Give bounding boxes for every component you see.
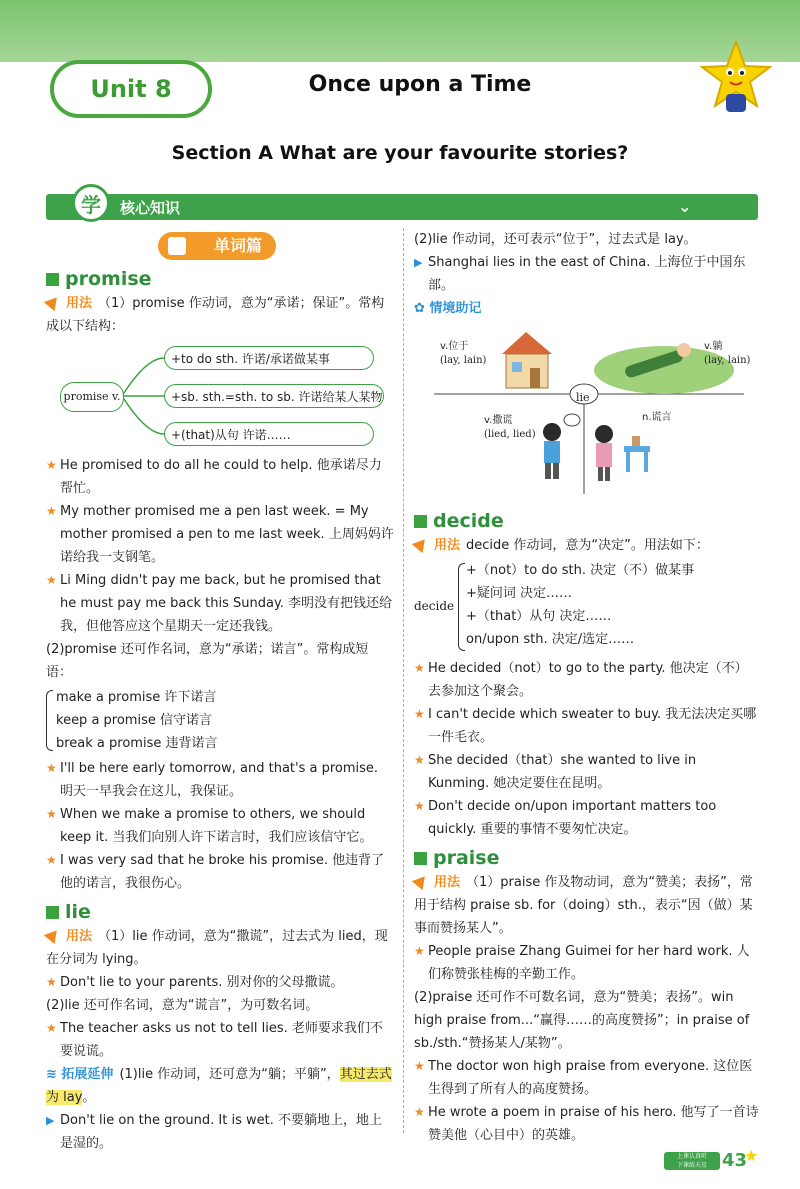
word-label: decide — [433, 510, 504, 532]
chevron-down-icon[interactable]: ⌄ — [678, 197, 692, 216]
example-sentence: ★ People praise Zhang Guimei for her hard work. 人们称赞张桂梅的辛勤工作。 — [414, 940, 760, 986]
scene-label-lay: v.位于 (lay, lain) — [440, 341, 487, 366]
pencil-icon — [44, 926, 62, 944]
example-sentence: ★ The doctor won high praise from everyone. 这位医生得到了所有人的高度赞扬。 — [414, 1055, 760, 1101]
extension-tag: ≋ 拓展延伸 — [46, 1067, 114, 1082]
star-bullet-icon: ★ — [414, 1059, 425, 1073]
example-sentence: ★ Li Ming didn't pay me back, but he promised that he must pay me back this Sunday. 李明没有把钱还给我，但他答应这个星期天一定还我钱。 — [46, 569, 394, 638]
star-bullet-icon: ★ — [46, 853, 57, 867]
decide-label: decide — [414, 599, 455, 613]
star-bullet-icon: ★ — [414, 753, 425, 767]
memory-heading — [414, 297, 760, 320]
square-bullet-icon — [46, 906, 59, 919]
word-heading-praise — [414, 845, 760, 871]
diagram-item: +to do sth. 许诺/承诺做某事 — [164, 346, 374, 370]
pencil-icon — [412, 872, 430, 890]
phrase-item: make a promise 许下诺言 — [56, 690, 217, 705]
phrase-list — [46, 686, 394, 755]
unit-badge: Unit 8 — [50, 60, 212, 118]
usage-paragraph: 用法 decide 作动词，意为“决定”。用法如下： — [414, 534, 760, 557]
diagram-item: +sb. sth.=sth. to sb. 许诺给某人某物 — [164, 384, 384, 408]
diagram-item: +(that)从句 许诺…… — [164, 422, 374, 446]
word-label: lie — [65, 901, 91, 923]
star-bullet-icon: ★ — [46, 975, 57, 989]
example-sentence: ★ He wrote a poem in praise of his hero. 他写了一首诗赞美他（心目中）的英雄。 — [414, 1101, 760, 1147]
scene-label-lied: v.撒谎 (lied, lied) — [484, 415, 536, 440]
vocab-section-label: 单词篇 — [213, 236, 262, 255]
usage-tag: 用法 — [414, 538, 460, 553]
star-bullet-icon: ★ — [414, 944, 425, 958]
usage-paragraph: 用法 （1）praise 作及物动词，意为“赞美；表扬”，常用于结构 praise sb. for（doing）sth.，表示“因（做）某事而赞扬某人”。 — [414, 871, 760, 940]
example-sentence: ▶ Shanghai lies in the east of China. 上海位于中国东部。 — [414, 251, 760, 297]
star-bullet-icon: ★ — [46, 573, 57, 587]
word-label: promise — [65, 268, 152, 290]
decide-structure — [414, 559, 760, 655]
scene-label-lie-down: v.躺 (lay, lain) — [704, 341, 751, 366]
example-sentence: ★ He decided（not）to go to the party. 他决定（不）去参加这个聚会。 — [414, 657, 760, 703]
star-bullet-icon: ★ — [46, 504, 57, 518]
footer-slogan: 上课认真听 下课练天星 — [664, 1152, 720, 1170]
phrase-item: keep a promise 信守诺言 — [56, 713, 212, 728]
usage-tag: 用法 — [414, 875, 460, 890]
star-bullet-icon: ★ — [46, 761, 57, 775]
vocab-section-button — [158, 232, 276, 260]
example-sentence: ★ I'll be here early tomorrow, and that's a promise. 明天一早我会在这儿，我保证。 — [46, 757, 394, 803]
decide-items — [466, 559, 694, 651]
left-column — [46, 228, 394, 1155]
square-bullet-icon — [414, 852, 427, 865]
star-bullet-icon: ★ — [414, 1105, 425, 1119]
core-knowledge-label: 核心知识 — [120, 199, 181, 217]
star-mascot-icon — [700, 40, 772, 118]
page-number: 43 — [722, 1150, 748, 1171]
star-bullet-icon: ★ — [46, 1021, 57, 1035]
scene-center-label: lie — [576, 391, 590, 404]
promise-structure-diagram — [46, 344, 394, 448]
brace — [458, 563, 465, 651]
word-label: praise — [433, 847, 500, 869]
decide-item: +疑问词 决定…… — [466, 586, 573, 601]
star-bullet-icon: ★ — [414, 707, 425, 721]
highlight: 过去式为 lay — [46, 1067, 392, 1105]
usage-text: （1）promise 作动词，意为“承诺；保证”。常构成以下结构： — [46, 296, 385, 334]
wifi-icon: ≋ — [46, 1067, 62, 1082]
star-bullet-icon: ★ — [46, 458, 57, 472]
word-heading-decide — [414, 508, 760, 534]
extension-paragraph: ≋ 拓展延伸 (1)lie 作动词，还可意为“躺；平躺”，其过去式为 lay。 — [46, 1067, 392, 1105]
decide-item: +（not）to do sth. 决定（不）做某事 — [466, 563, 695, 578]
word-heading-lie — [46, 899, 394, 925]
memory-tag: ✿ 情境助记 — [414, 301, 482, 316]
star-bullet-icon: ★ — [414, 799, 425, 813]
usage-paragraph: (2)promise 还可作名词，意为“承诺；诺言”。常构成短语： — [46, 642, 369, 680]
phrase-item: break a promise 违背诺言 — [56, 736, 218, 751]
example-sentence: ★ I was very sad that he broke his promise. 他违背了他的诺言，我很伤心。 — [46, 849, 394, 895]
notebook-icon — [168, 237, 186, 255]
decide-item: on/upon sth. 决定/选定…… — [466, 632, 635, 647]
column-divider — [403, 228, 404, 1133]
pencil-icon — [44, 293, 62, 311]
example-sentence: ★ I can't decide which sweater to buy. 我无法决定买哪一件毛衣。 — [414, 703, 760, 749]
memory-scene-illustration — [414, 324, 760, 502]
square-bullet-icon — [46, 273, 59, 286]
gear-cluster-icon: ✿ — [414, 301, 430, 316]
scene-label-noun: n.谎言 — [642, 412, 672, 423]
unit-title: Once upon a Time — [308, 72, 532, 97]
diagram-center: promise v. — [60, 382, 124, 412]
usage-tag: 用法 — [46, 929, 92, 944]
square-bullet-icon — [414, 515, 427, 528]
triangle-bullet-icon: ▶ — [46, 1114, 55, 1127]
usage-paragraph — [46, 292, 394, 338]
section-title: Section A What are your favourite stories? — [171, 142, 629, 164]
star-icon: ★ — [744, 1146, 759, 1165]
example-sentence: ★ Don't lie to your parents. 别对你的父母撒谎。 — [46, 971, 394, 994]
right-column — [414, 228, 760, 1147]
example-sentence: ★ She decided（that）she wanted to live in Kunming. 她决定要住在昆明。 — [414, 749, 760, 795]
example-sentence: ★ The teacher asks us not to tell lies. 老师要求我们不要说谎。 — [46, 1017, 394, 1063]
word-heading-promise — [46, 266, 394, 292]
page-footer — [664, 1146, 759, 1172]
triangle-bullet-icon: ▶ — [414, 256, 423, 269]
usage-paragraph: (2)praise 还可作不可数名词，意为“赞美；表扬”。win high praise from...“赢得……的高度赞扬”；in praise of sb./sth.“赞扬某人/某物”。 — [414, 990, 750, 1051]
star-bullet-icon: ★ — [414, 661, 425, 675]
star-bullet-icon: ★ — [46, 807, 57, 821]
example-sentence: ★ When we make a promise to others, we should keep it. 当我们向别人许下诺言时，我们应该信守它。 — [46, 803, 394, 849]
highlight: 其 — [339, 1067, 353, 1082]
learn-badge: 学 — [72, 184, 110, 222]
usage-tag: 用法 — [46, 296, 92, 311]
example-sentence: ★ He promised to do all he could to help. 他承诺尽力帮忙。 — [46, 454, 394, 500]
usage-paragraph: (2)lie 作动词，还可表示“位于”，过去式是 lay。 — [414, 232, 697, 247]
example-sentence: ★ My mother promised me a pen last week. = My mother promised a pen to me last week. 上周妈妈许诺给我一支钢笔。 — [46, 500, 394, 569]
usage-paragraph: (2)lie 还可作名词，意为“谎言”，为可数名词。 — [46, 998, 319, 1013]
example-sentence: ▶ Don't lie on the ground. It is wet. 不要躺地上，地上是湿的。 — [46, 1109, 394, 1155]
usage-paragraph: 用法 （1）lie 作动词，意为“撒谎”，过去式为 lied，现在分词为 lying。 — [46, 925, 394, 971]
decide-item: +（that）从句 决定…… — [466, 609, 612, 624]
example-sentence: ★ Don't decide on/upon important matters too quickly. 重要的事情不要匆忙决定。 — [414, 795, 760, 841]
pencil-icon — [412, 535, 430, 553]
